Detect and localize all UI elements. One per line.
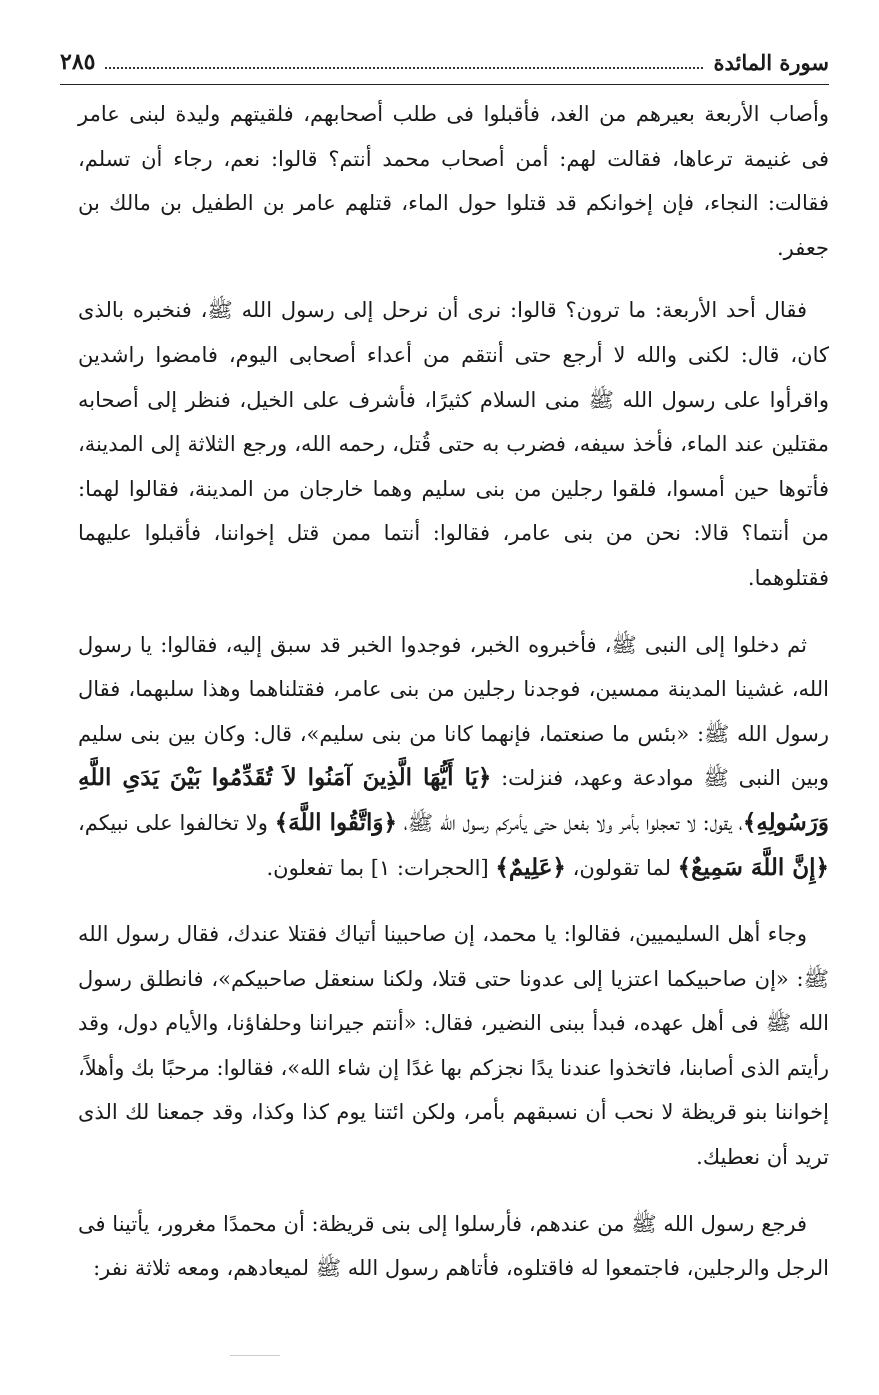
quran-verse-2: ﴿وَاتَّقُوا اللَّهَ﴾ (274, 808, 397, 836)
paragraph-5: فرجع رسول الله ﷺ من عندهم، فأرسلوا إلى بنى قريظة: أن محمدًا مغرور، يأتينا فى الرجل والرجلين، فاجتمعوا له فاقتلوه، فأتاهم رسول الله ﷺ لميعادهم، ومعه ثلاثة نفر: (78, 1211, 829, 1281)
paragraph-3-text-middle-3: لما تقولون، (565, 855, 678, 880)
page-bottom-mark (230, 1355, 280, 1356)
surah-title: سورة المائدة (713, 49, 829, 75)
page-header (60, 40, 829, 85)
page-body (78, 92, 829, 1291)
quran-verse-4: ﴿عَلِيمٌ﴾ (495, 853, 566, 881)
paragraph-1: وأصاب الأربعة بعيرهم من الغد، فأقبلوا فى طلب أصحابهم، فلقيتهم وليدة لبنى عامر فى غنيمة ترعاها، فقالت لهم: أمن أصحاب محمد أنتم؟ قالوا: نعم، رجاء أن تسلم، فقالت: النجاء، فإن إخوانكم قد قتلوا حول الماء، قتلهم عامر بن الطفيل بن مالك بن جعفر. (78, 102, 829, 260)
paragraph-3-text-middle-2: ولا تخالفوا على نبيكم، (78, 810, 275, 835)
paragraph-2: فقال أحد الأربعة: ما ترون؟ قالوا: نرى أن نرحل إلى رسول الله ﷺ، فنخبره بالذى كان، قال: لكنى والله لا أرجع حتى أنتقم من أعداء أصحابى اليوم، فامضوا راشدين واقرأوا على رسول الله ﷺ منى السلام كثيرًا، فأشرف على الخيل، فنظر إلى أصحابه مقتلين عند الماء، فأخذ سيفه، فضرب به حتى قُتل، رحمه الله، ورجع الثلاثة إلى المدينة، فأتوها حين أمسوا، فلقوا رجلين من بنى سليم وهما خارجان من المدينة، فقالوا لهما: من أنتما؟ قالا: نحن من بنى عامر، فقالوا: أنتما ممن قتل إخواننا، فأقبلوا عليهما فقتلوهما. (78, 298, 829, 590)
quran-verse-1: ﴿يَا أَيُّهَا الَّذِينَ آمَنُوا لاَ تُقَدِّمُوا بَيْنَ يَدَىِ اللَّهِ وَرَسُولِهِ﴾ (78, 764, 829, 836)
header-dotted-leader (105, 67, 703, 69)
paragraph-3 (78, 623, 829, 891)
quran-verse-3: ﴿إِنَّ اللَّهَ سَمِيعٌ﴾ (677, 853, 829, 881)
paragraph-3-text-after: [الحجرات: ١] بما تفعلون. (266, 855, 496, 880)
paragraph-3-text-before: ثم دخلوا إلى النبى ﷺ، فأخبروه الخبر، فوجدوا الخبر قد سبق إليه، فقالوا: يا رسول الله، غشينا المدينة ممسين، فوجدنا رجلين من بنى عامر، فقتلناهما وهذا سلبهما، فقال رسول الله ﷺ: «بئس ما صنعتما، فإنهما كانا من بنى سليم»، قال: وكان بين بنى سليم وبين النبى ﷺ موادعة وعهد، فنزلت: (78, 632, 829, 791)
paragraph-3-text-middle-1: ، يقول: لا تعجلوا بأمر ولا بفعل حتى يأمركم رسول الله ﷺ، (396, 810, 743, 835)
paragraph-4: وجاء أهل السليميين، فقالوا: يا محمد، إن صاحبينا أتياك فقتلا عندك، فقال رسول الله ﷺ: «إن صاحبيكما اعتزيا إلى عدونا حتى قتلا، ولكنا سنعقل صاحبيكم»، فانطلق رسول الله ﷺ فى أهل عهده، فبدأ ببنى النضير، فقال: «أنتم جيراننا وحلفاؤنا، والأيام دول، وقد رأيتم الذى أصابنا، فاتخذوا عندنا يدًا نجزكم بها غدًا إن شاء الله»، فقالوا: مرحبًا بك وأهلاً، إخواننا بنو قريظة لا نحب أن نسبقهم بأمر، ولكن ائتنا يوم كذا وكذا، وقد جمعنا لك الذى تريد أن نعطيك. (78, 922, 829, 1170)
paragraph-gap (78, 601, 829, 623)
paragraph-gap (78, 1180, 829, 1202)
page-number: ٢٨٥ (60, 49, 96, 75)
paragraph-gap (78, 890, 829, 912)
paragraph-gap (78, 270, 829, 288)
